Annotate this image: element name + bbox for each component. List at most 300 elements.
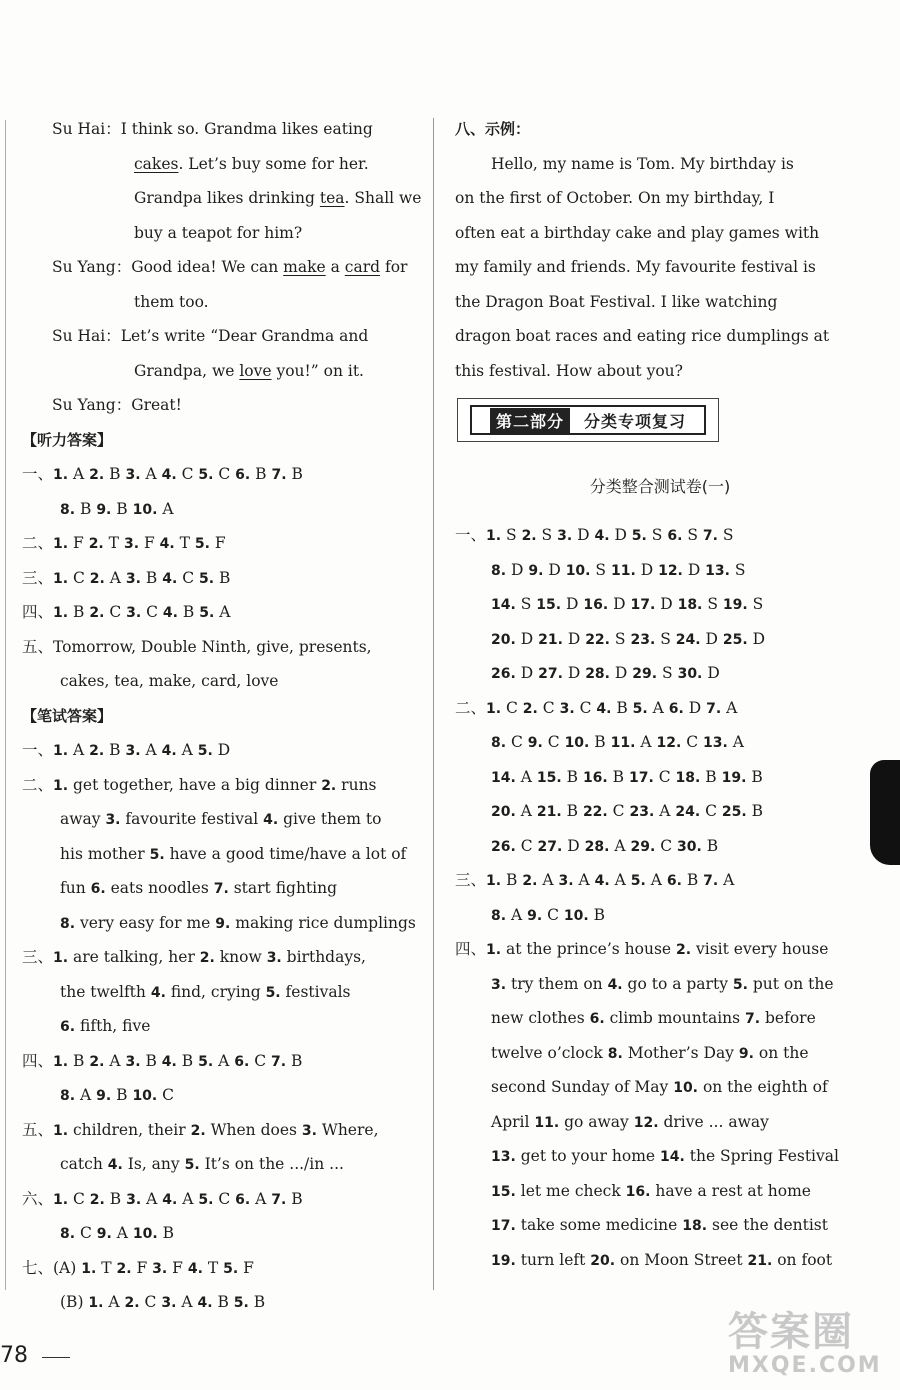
answer-text: D [683,698,707,717]
item-number: 15. [536,597,562,613]
answer-text: before [760,1009,816,1027]
answer-text: A [177,1189,199,1208]
answer-text: C [607,802,630,820]
answer-line [455,691,865,726]
answer-text: 一、 [22,741,54,759]
answer-text: C [501,698,523,717]
item-number: 21. [536,804,562,820]
answer-text: his mother [60,844,150,863]
answer-text: Mother’s Day [622,1043,739,1062]
underlined-answer: tea [319,189,345,207]
answer-text: very easy for me [75,913,216,932]
answer-text: on the eighth of [698,1078,828,1096]
dialogue-line [22,147,427,182]
answer-text: S [515,595,537,613]
answer-line [22,871,427,906]
answer-text: A [727,733,744,751]
answer-text: visit every house [691,940,829,958]
answer-line [455,1036,865,1071]
item-number: 7. [745,1011,761,1027]
item-number: 6. [666,873,682,889]
speaker-name: Su Hai： [52,327,121,345]
item-number: 1. [53,605,69,621]
item-number: 4. [150,984,166,1001]
answer-text: runs [336,775,377,794]
item-number: 4. [263,812,279,828]
item-number: 10. [132,1088,158,1104]
item-number: 2. [521,528,537,544]
item-number: 2. [199,950,215,966]
answer-text: C [139,1293,162,1311]
underlined-answer: love [239,361,272,380]
answer-text: birthdays, [281,948,366,966]
answer-text: A [104,568,126,587]
answer-line [22,1009,427,1044]
item-number: 29. [630,838,656,855]
item-number: 8. [60,915,76,932]
item-number: 30. [677,838,702,855]
answer-text: S [702,595,723,613]
answer-text: T [103,534,124,552]
page-edge-line [5,120,6,1290]
item-number: 8. [60,1088,76,1104]
answer-text: second Sunday of May [491,1078,674,1096]
answer-text: D [610,664,633,682]
item-number: 18. [682,1218,708,1234]
item-number: 27. [537,838,563,855]
column-divider [433,118,434,1290]
item-number: 1. [486,528,502,544]
item-number: 3. [125,1053,141,1070]
dialogue-line [22,181,427,216]
answer-text: 四、 [455,940,487,958]
answer-text: fifth, five [75,1017,151,1035]
answer-text: A [140,741,162,759]
answer-text: let me check [515,1181,626,1200]
dialogue-line [22,319,427,354]
answer-line [455,863,865,898]
test-answers [455,518,865,1277]
item-number: 5. [632,700,648,717]
answer-text: D [572,526,595,544]
item-number: 3. [126,605,142,621]
item-number: 15. [536,769,562,786]
answer-text: A [718,871,735,889]
item-number: 16. [583,597,609,613]
item-number: 1. [53,777,69,794]
answer-text: A [103,1293,125,1311]
answer-text: B [104,1189,127,1208]
answer-text: 三、 [22,948,54,966]
answer-text: B [140,568,163,587]
item-number: 9. [96,1226,112,1242]
answer-text: A [140,465,162,483]
item-number: 3. [125,743,141,759]
answer-line [22,526,427,561]
item-number: 19. [722,597,748,613]
answer-text: on the [753,1043,809,1062]
answer-text: 四、 [22,1051,54,1070]
answer-line [455,1174,865,1209]
answer-text: A [68,741,90,759]
answer-text: C [655,836,678,855]
item-number: 18. [675,769,701,786]
answer-text: A [609,836,631,855]
answer-text: A [157,499,174,518]
watermark-line1: 答案圈 [728,1309,854,1355]
answer-text: A [537,871,559,889]
right-column [455,112,865,1277]
answer-text: 二、 [455,698,487,717]
answer-text: B [700,767,722,786]
example-line: dragon boat races and eating rice dumplings at [455,327,830,345]
answer-text: B [68,1051,90,1070]
item-number: 6. [90,881,106,897]
answer-text: S [655,629,676,648]
item-number: 26. [491,838,516,855]
answer-text: D [635,560,659,579]
answer-line [455,1208,865,1243]
item-number: 19. [721,769,747,786]
answer-text: S [747,595,764,613]
answer-text: favourite festival [120,810,264,828]
answer-text: go away [559,1112,634,1131]
answer-text: T [96,1258,117,1277]
answer-text: A [141,1189,163,1208]
item-number: 3. [125,570,141,587]
answer-line [22,1251,427,1286]
item-number: 26. [491,666,516,682]
dialogue-text: . Shall we [344,189,422,207]
answer-text: 五、Tomorrow, Double Ninth, give, presents, [22,637,372,656]
item-number: 9. [527,735,543,751]
listening-answers [22,457,427,699]
answer-text: C [157,1086,175,1104]
answer-line [22,1216,427,1251]
answer-line [455,1001,865,1036]
item-number: 3. [161,1295,177,1311]
answer-text: A [515,802,537,820]
item-number: 5. [199,605,215,621]
item-number: 9. [96,501,112,518]
banner-title: 分类专项复习 [584,411,687,431]
answer-text: C [213,1189,236,1208]
answer-text: 七、(A) [22,1258,82,1277]
answer-line [455,829,865,864]
answer-text: A [645,871,667,889]
item-number: 1. [81,1260,97,1277]
answer-text: When does [205,1120,302,1139]
listening-answers-heading: 【听力答案】 [22,430,113,449]
answer-text: B [250,465,272,483]
item-number: 24. [675,631,701,648]
example-line: the Dragon Boat Festival. I like watching [455,292,778,311]
item-number: 5. [198,467,214,483]
item-number: 7. [703,873,719,889]
item-number: 6. [668,700,684,717]
answer-text: have a good time/have a lot of [164,844,407,863]
item-number: 29. [632,666,658,682]
item-number: 3. [301,1122,317,1139]
answer-text: A [176,1293,198,1311]
item-number: 24. [675,804,701,820]
item-number: 12. [658,562,683,579]
answer-line [455,622,865,657]
answer-text: C [506,733,528,751]
item-number: 6. [234,1053,250,1070]
answer-text: (B) [60,1293,89,1311]
item-number: 1. [88,1295,104,1311]
answer-text: D [515,629,539,648]
speaker-name: Su Yang： [52,258,132,276]
item-number: 8. [491,562,507,579]
answer-text: at the prince’s house [501,940,676,958]
dialogue-line [22,112,427,147]
answer-text: B [561,802,583,820]
answer-text: B [589,733,611,751]
item-number: 4. [161,1053,177,1070]
dialogue-text: Grandpa likes drinking [134,189,320,207]
item-number: 3. [559,700,575,717]
answer-text: A [104,1051,126,1070]
answer-text: T [202,1258,224,1277]
answer-text: 四、 [22,603,54,621]
item-number: 20. [590,1252,616,1269]
example-line: my family and friends. My favourite festival is [455,258,816,276]
answer-text: D [562,664,586,682]
item-number: 8. [607,1045,623,1062]
dialogue-text: you!” on it. [271,361,364,380]
item-number: 5. [630,873,646,889]
answer-line [455,967,865,1002]
answer-text: F [238,1258,254,1277]
answer-text: D [702,664,720,682]
answer-text: climb mountains [604,1009,746,1027]
written-answers [22,733,427,1320]
item-number: 3. [558,873,574,889]
item-number: 10. [564,735,590,751]
item-number: 6. [235,467,251,483]
answer-text: B [214,568,231,587]
item-number: 6. [60,1019,76,1035]
item-number: 3. [491,976,507,993]
answer-text: C [537,698,560,717]
answer-text: C [249,1051,271,1070]
answer-text: C [681,733,704,751]
example-line: on the first of October. On my birthday, I [455,189,775,207]
dialogue-block [22,112,427,423]
item-number: 17. [630,597,656,613]
item-number: 2. [89,467,105,483]
item-number: 4. [594,873,610,889]
answer-text: B [177,603,200,621]
item-number: 21. [538,631,563,648]
page-number: 78 [0,1343,28,1368]
item-number: 5. [194,536,210,552]
answer-line [22,733,427,768]
item-number: 5. [198,1191,214,1208]
answer-line [455,794,865,829]
answer-text: A [609,871,631,889]
answer-line [22,802,427,837]
item-number: 5. [199,570,215,587]
item-number: 4. [162,605,178,621]
example-line: this festival. How about you? [455,361,683,380]
item-number: 10. [132,1226,158,1242]
test-title: 分类整合测试卷(一) [589,477,731,496]
item-number: 20. [491,631,516,648]
item-number: 20. [491,804,516,820]
item-number: 4. [596,700,612,717]
answer-line [22,975,427,1010]
item-number: 11. [534,1114,560,1131]
item-number: 5. [223,1260,239,1277]
answer-text: 三、 [22,568,54,587]
item-number: 13. [705,562,730,579]
answer-text: B [286,465,303,483]
item-number: 4. [594,528,610,544]
answer-text: B [588,905,606,924]
item-number: 9. [215,915,231,932]
item-number: 4. [187,1260,203,1277]
item-number: 10. [565,562,591,579]
dialogue-text: . Let’s buy some for her. [178,154,369,173]
answer-text: Is, any [122,1155,185,1173]
answer-text: C [104,603,127,621]
item-number: 1. [486,700,502,717]
answer-line [22,906,427,941]
answer-text: C [141,603,163,621]
item-number: 3. [126,1191,142,1208]
answer-text: 二、 [22,534,54,552]
item-number: 7. [706,700,722,717]
answer-text: B [286,1051,303,1070]
answer-line [455,518,865,553]
answer-text: get together, have a big dinner [68,775,322,794]
item-number: 6. [235,1191,251,1208]
answer-text: A [654,802,676,820]
item-number: 10. [563,907,589,924]
answer-text: see the dentist [707,1216,828,1234]
answer-line [22,492,427,527]
item-number: 27. [538,666,563,682]
answer-text: know [214,948,267,966]
dialogue-text: a [325,258,345,276]
item-number: 14. [491,769,516,786]
item-number: 23. [630,631,656,648]
item-number: 9. [527,907,543,924]
answer-text: B [701,836,719,855]
answer-text: D [747,629,766,648]
item-number: 5. [233,1295,249,1311]
answer-text: D [609,526,632,544]
item-number: 16. [625,1183,651,1200]
answer-text: B [681,871,704,889]
item-number: 5. [631,528,647,544]
item-number: 14. [660,1149,685,1165]
answer-text: S [729,560,746,579]
item-number: 11. [610,562,636,579]
answer-text: C [177,568,200,587]
answer-line [22,1078,427,1113]
answer-line [455,1070,865,1105]
answer-text: D [562,836,585,855]
answer-text: A [250,1189,272,1208]
answer-text: put on the [747,974,834,993]
item-number: 8. [60,1226,76,1242]
answer-text: S [536,526,558,544]
answer-text: D [608,595,631,613]
left-column [22,112,427,1320]
answer-text: B [157,1224,175,1242]
answer-text: new clothes [491,1009,590,1027]
watermark-logo [728,1300,893,1385]
item-number: 4. [161,467,177,483]
answer-line [22,1147,427,1182]
answer-text: B [111,499,133,518]
item-number: 30. [677,666,703,682]
answer-text: find, crying [165,982,266,1001]
dialogue-text: Grandpa, we [134,361,240,380]
item-number: 2. [522,700,538,717]
item-number: 1. [53,950,69,966]
dialogue-line [22,216,427,251]
answer-text: cakes, tea, make, card, love [60,672,279,690]
answer-text: B [607,767,629,786]
speaker-name: Su Yang： [52,396,132,414]
answer-line [22,837,427,872]
item-number: 17. [629,769,654,786]
item-number: 18. [677,597,703,613]
dialogue-line [22,388,427,423]
dialogue-line [22,354,427,389]
item-number: 3. [105,812,121,828]
item-number: 2. [89,1191,105,1208]
answer-text: B [140,1051,162,1070]
answer-line [22,1113,427,1148]
item-number: 9. [738,1045,754,1062]
dialogue-text: buy a teapot for him? [134,223,303,242]
answer-text: It’s on the .../in ... [199,1155,344,1173]
item-number: 4. [162,1191,178,1208]
answer-text: C [653,767,676,786]
item-number: 1. [53,1191,69,1208]
answer-text: 五、 [22,1120,54,1139]
answer-text: on foot [772,1250,833,1269]
item-number: 1. [486,942,502,958]
item-number: 5. [198,1053,214,1070]
item-number: 2. [321,777,337,794]
answer-line [22,457,427,492]
item-number: 3. [125,467,141,483]
answer-text: turn left [515,1250,591,1269]
item-number: 5. [184,1157,200,1173]
answer-text: 一、 [22,465,54,483]
answer-text: D [212,741,231,759]
answer-text: B [104,465,126,483]
answer-text: A [111,1224,133,1242]
item-number: 23. [629,804,655,820]
answer-text: on Moon Street [615,1250,748,1269]
item-number: 4. [162,570,178,587]
example-line: often eat a birthday cake and play games with [455,223,820,242]
answer-text: 六、 [22,1189,54,1208]
answer-line [22,1182,427,1217]
item-number: 25. [722,631,748,648]
answer-text: C [700,802,722,820]
answer-text: A [68,465,90,483]
item-number: 1. [53,1053,69,1070]
